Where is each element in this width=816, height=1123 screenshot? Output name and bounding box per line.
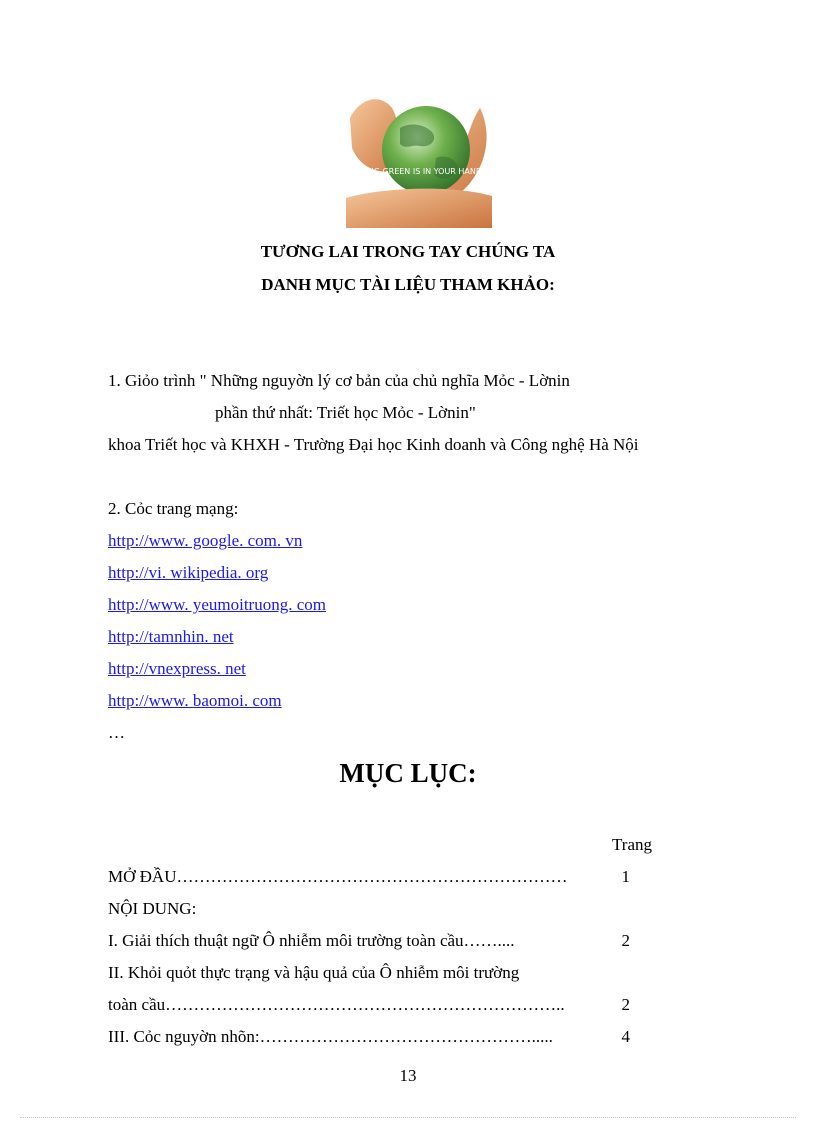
reference-link[interactable]: http://www. baomoi. com <box>108 691 282 710</box>
reference-item-1-line-1: 1. Giỏo trình " Những nguyờn lý cơ bản của chủ nghĩa Mỏc - Lờnin <box>108 371 570 390</box>
toc-entry-text: NỘI DUNG: <box>108 899 197 918</box>
toc-entry-page: 2 <box>621 995 630 1014</box>
reference-link[interactable]: http://www. yeumoitruong. com <box>108 595 326 614</box>
toc-entry-page: 1 <box>621 867 630 886</box>
reference-link[interactable]: http://www. google. com. vn <box>108 531 303 550</box>
toc-entry-text: toàn cầu…………………………………………………………….. <box>108 995 565 1014</box>
globe-in-hands-logo <box>340 88 494 228</box>
reference-item-1-line-3: khoa Triết học và KHXH - Trường Đại học Kinh doanh và Công nghệ Hà Nội <box>108 435 639 454</box>
reference-link[interactable]: http://tamnhin. net <box>108 627 234 646</box>
toc-entry-text: MỞ ĐẦU…………………………………………………………… <box>108 867 568 886</box>
toc-page-header: Trang <box>612 835 652 854</box>
toc-entry-text: III. Cỏc nguyờn nhõn:…………………………………………..... <box>108 1027 553 1046</box>
toc-entry-page: 2 <box>621 931 630 950</box>
logo-caption: GOING GREEN IS IN YOUR HANDS <box>352 167 488 176</box>
page-number: 13 <box>399 1066 417 1085</box>
reference-item-1-line-2: phần thứ nhất: Triết học Mỏc - Lờnin" <box>215 403 476 422</box>
reference-link[interactable]: http://vi. wikipedia. org <box>108 563 269 582</box>
toc-entry-page: 4 <box>621 1027 630 1046</box>
toc-entry-text: II. Khỏi quỏt thực trạng và hậu quả của Ô nhiễm môi trường <box>108 963 520 982</box>
page-bottom-border <box>20 1117 796 1118</box>
subtitle-heading: TƯƠNG LAI TRONG TAY CHÚNG TA <box>260 242 556 261</box>
toc-title: MỤC LỤC: <box>339 758 477 788</box>
reference-item-2-label: 2. Cỏc trang mạng: <box>108 499 239 518</box>
reference-link[interactable]: http://vnexpress. net <box>108 659 246 678</box>
toc-entry-text: I. Giải thích thuật ngữ Ô nhiễm môi trường toàn cầu…….... <box>108 931 515 950</box>
references-heading: DANH MỤC TÀI LIỆU THAM KHẢO: <box>261 275 555 294</box>
reference-ellipsis: … <box>108 723 125 742</box>
